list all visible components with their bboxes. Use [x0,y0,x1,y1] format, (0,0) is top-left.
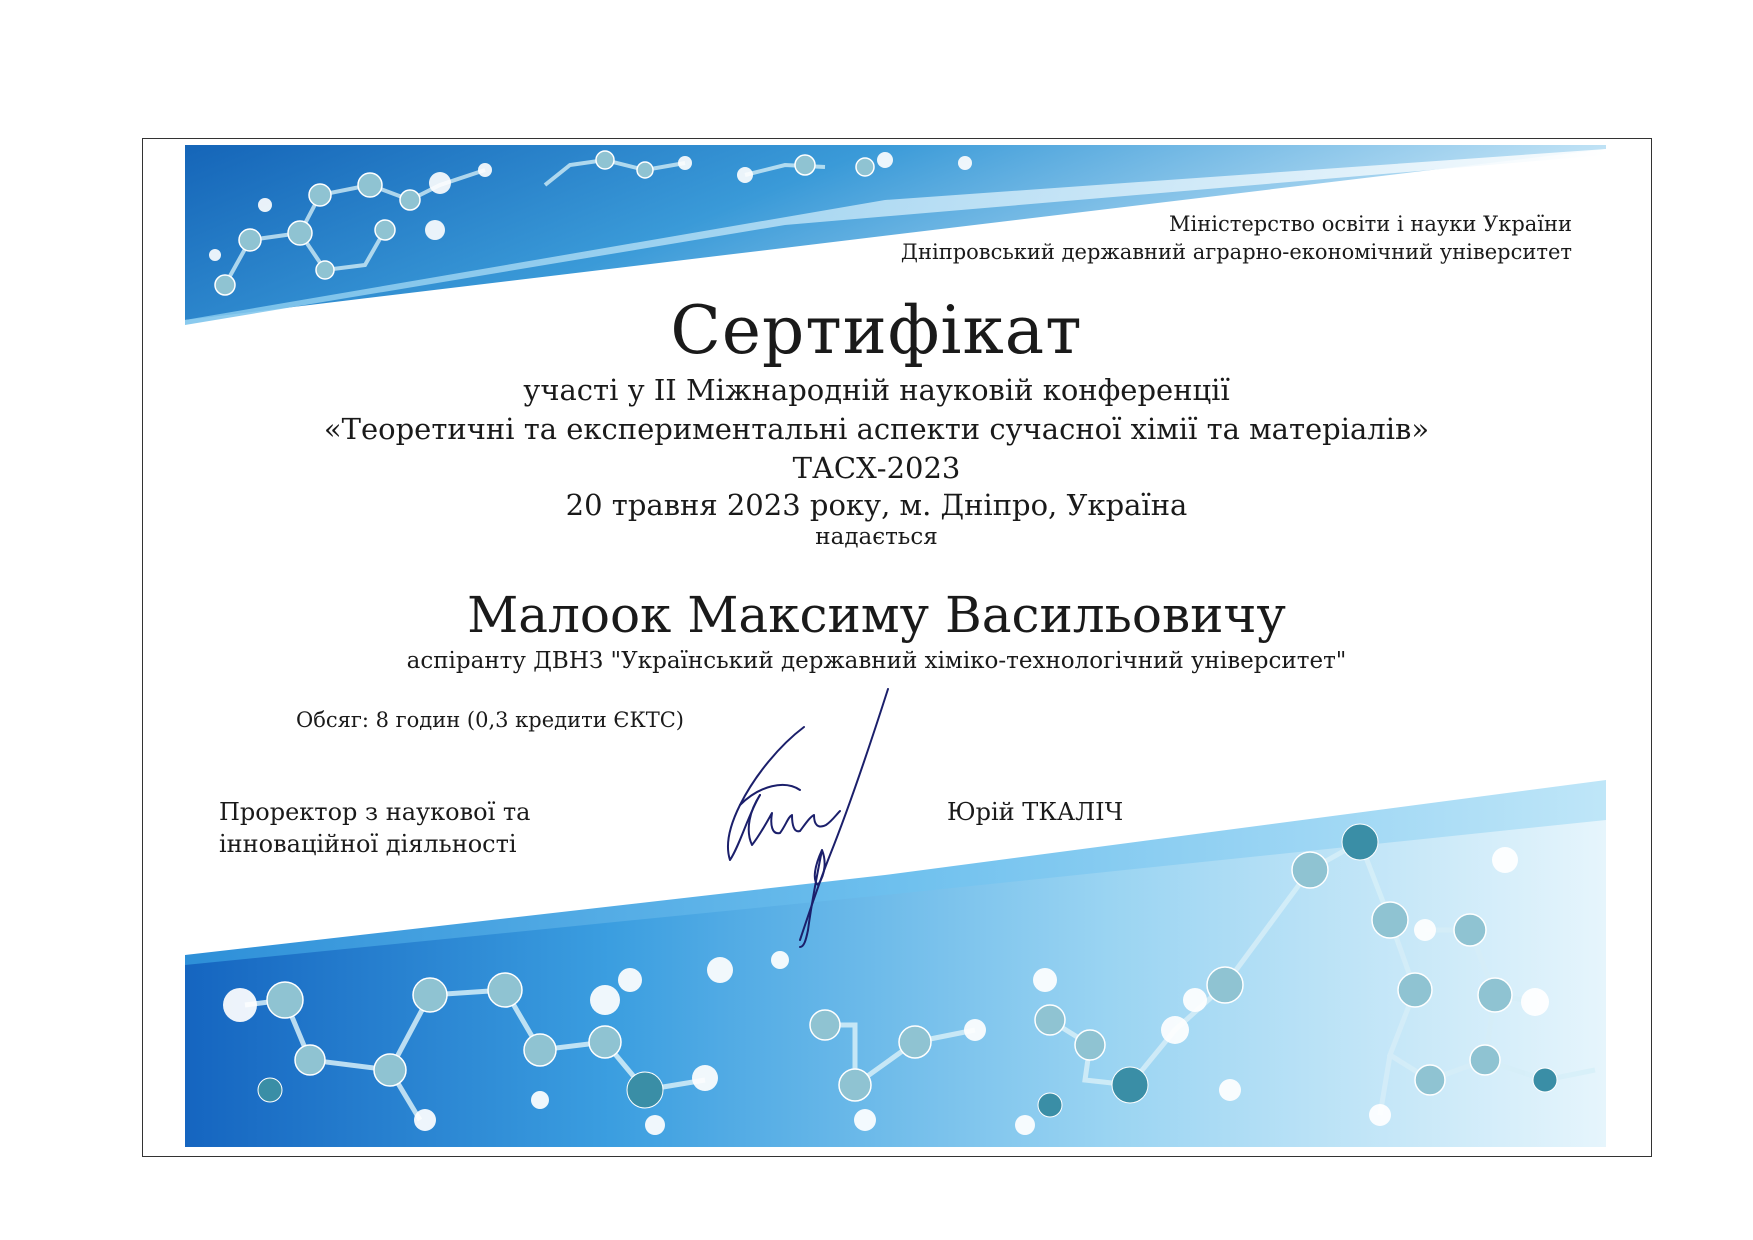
conference-name: «Теоретичні та експериментальні аспекти сучасної хімії та матеріалів» [323,412,1430,446]
granted-label: надається [815,524,938,550]
conference-code: ТАСХ-2023 [792,451,961,485]
ministry-name: Міністерство освіти і науки України [1169,212,1572,236]
recipient-name: Малоок Максиму Васильовичу [467,586,1286,644]
course-volume: Обсяг: 8 годин (0,3 кредити ЄКТС) [296,708,684,732]
conference-date-place: 20 травня 2023 року, м. Дніпро, Україна [565,488,1188,522]
issuer-header [901,210,1572,266]
handwritten-signature [700,685,900,950]
signatory-position: Проректор з наукової та інноваційної діяльності [219,798,531,858]
certificate-title: Сертифікат [670,292,1083,369]
recipient-affiliation: аспіранту ДВНЗ "Український державний хіміко-технологічний університет" [406,648,1347,674]
signatory-name: Юрій ТКАЛІЧ [947,798,1124,826]
participation-line: участі у ІІ Міжнародній науковій конференції [523,373,1230,407]
university-name: Дніпровський державний аграрно-економічний університет [900,240,1572,264]
